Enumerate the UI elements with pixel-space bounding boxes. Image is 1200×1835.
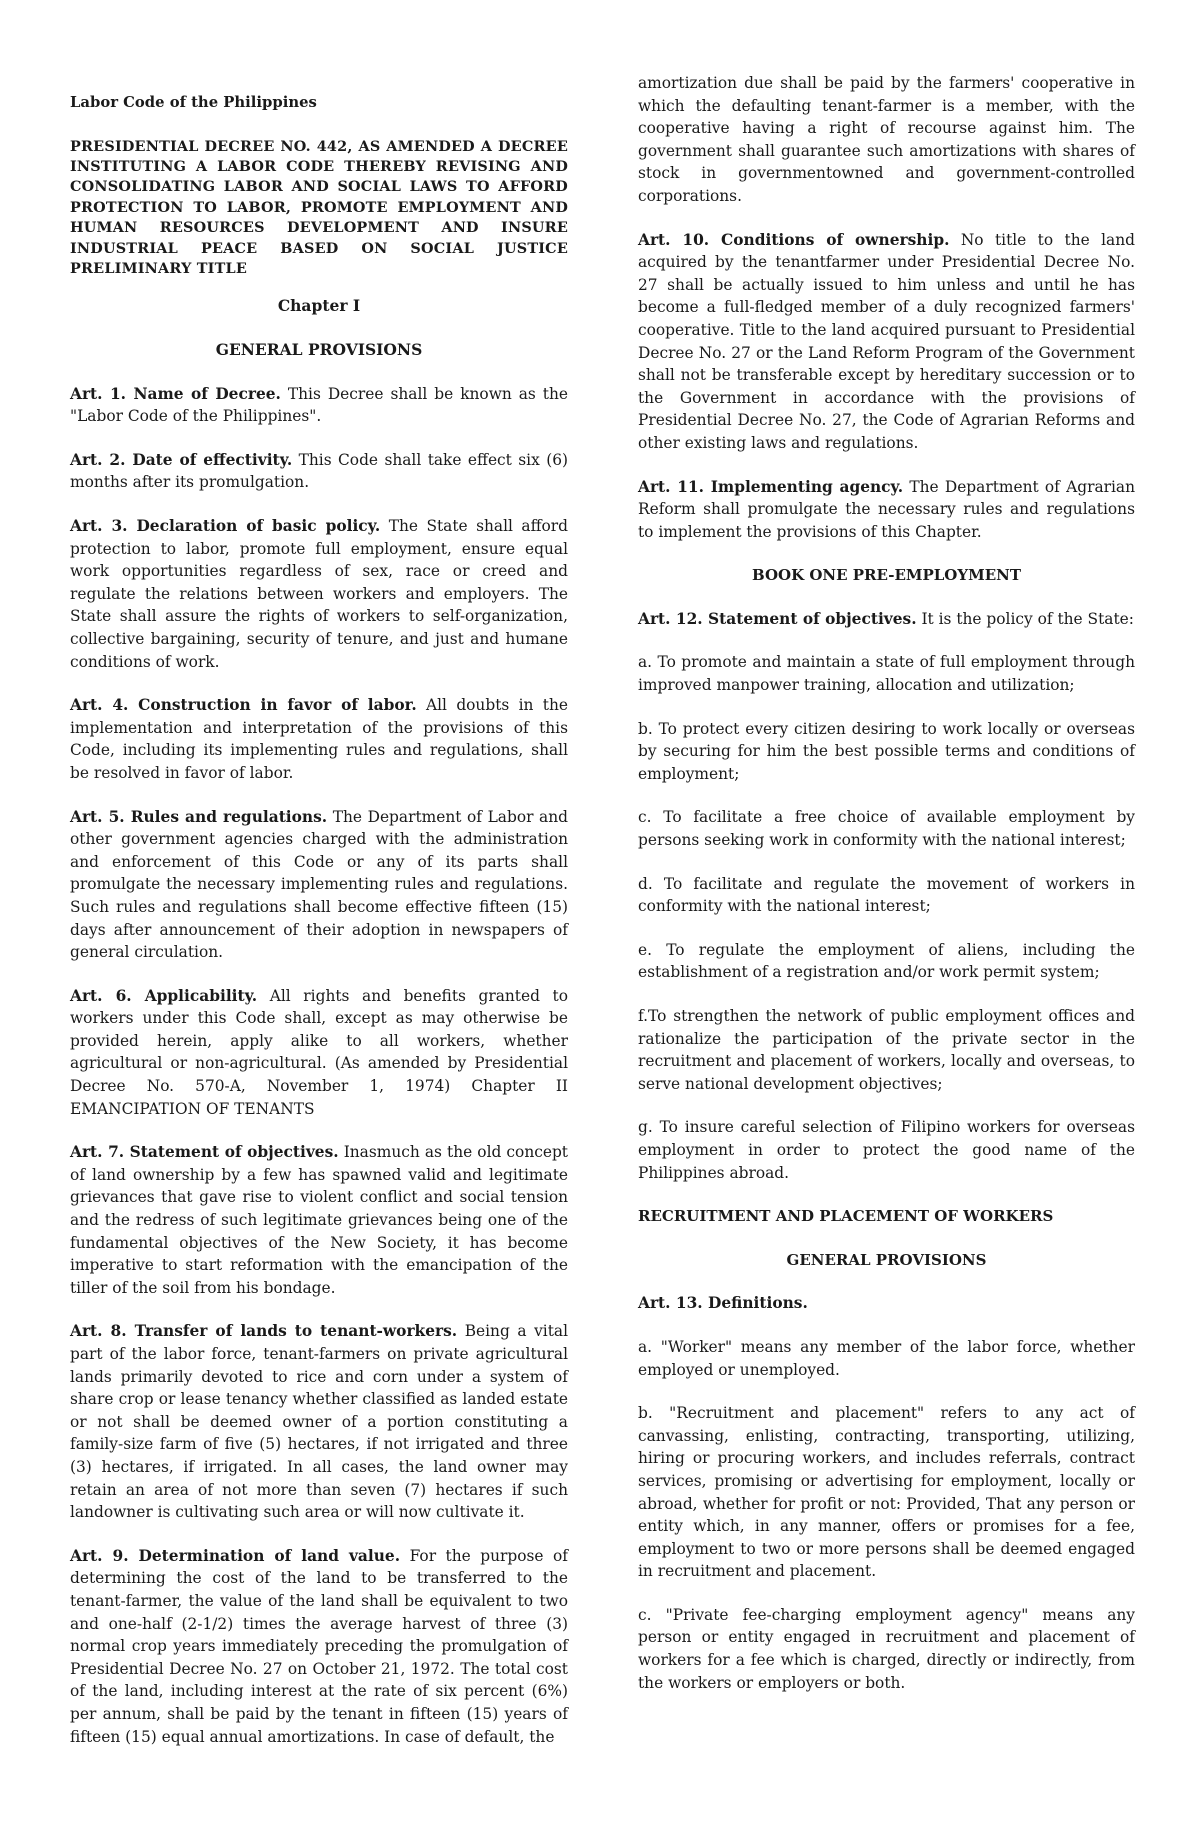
document-title: Labor Code of the Philippines [70,94,317,111]
article-body: The Department of Labor and other government agencies charged with the administration and enforcement of this Code or any of its parts shall promulgate the necessary implementing rules and regulations. Such rules and regulations shall become effective fifteen (15) days after announcement of their adoption in newspapers of general circulation. [70,807,568,962]
definition-item-b: b. "Recruitment and placement" refers to any act of canvassing, enlisting, contracting, transporting, utilizing, hiring or procuring workers, and includes referrals, contract services, promising or advertising for employment, locally or abroad, whether for profit or not: Provided, That any person or entity which, in any manner, offers or promises for a fee, employment to two or more persons shall be deemed engaged in recruitment and placement. [638,1404,1135,1581]
right-column [638,72,1135,1715]
article-label: Art. 8. Transfer of lands to tenant-workers. [70,1322,458,1341]
recruitment-heading: RECRUITMENT AND PLACEMENT OF WORKERS [638,1207,1054,1226]
article-body: The State shall afford protection to labor, promote full employment, ensure equal work opportunities regardless of sex, race or creed and regulate the relations between workers and employers. The State shall assure the rights of workers to self-organization, collective bargaining, security of tenure, and just and humane conditions of work. [70,517,568,671]
article-4 [70,694,568,784]
book-one-heading: BOOK ONE PRE-EMPLOYMENT [751,566,1021,585]
article-body: Being a vital part of the labor force, tenant-farmers on private agricultural lands primarily devoted to rice and corn under a system of share crop or lease tenancy whether classified as landed estate or not shall be deemed owner of a portion constituting a family-size farm of five (5) hectares, if not irrigated and three (3) hectares, if irrigated. In all cases, the land owner may retain an area of not more than seven (7) hectares if such landowner is cultivating such area or will now cultivate it. [70,1322,568,1522]
article-body: All rights and benefits granted to workers under this Code shall, except as may otherwise be provided herein, apply alike to all workers, whether agricultural or non-agricultural. (As amended by Presidential Decree No. 570-A, November 1, 1974) Chapter II EMANCIPATION OF TENANTS [70,986,568,1118]
objective-item-a: a. To promote and maintain a state of full employment through improved manpower training, allocation and utilization; [638,653,1135,695]
article-body: All doubts in the implementation and interpretation of the provisions of this Code, including its implementing rules and regulations, shall be resolved in favor of labor. [70,696,568,782]
objective-item-d: d. To facilitate and regulate the movement of workers in conformity with the national interest; [638,874,1135,916]
article-8 [70,1320,568,1523]
article-body: For the purpose of determining the cost of the land to be transferred to the tenant-farmer, the value of the land shall be equivalent to two and one-half (2-1/2) times the average harvest of three (3) normal crop years immediately preceding the promulgation of Presidential Decree No. 27 on October 21, 1972. The total cost of the land, including interest at the rate of six percent (6%) per annum, shall be paid by the tenant in fifteen (15) years of fifteen (15) equal annual amortizations. In case of default, the [70,1546,568,1746]
article-label: Art. 12. Statement of objectives. [638,609,917,628]
decree-title: PRESIDENTIAL DECREE NO. 442, AS AMENDED A DECREE INSTITUTING A LABOR CODE THEREBY REVISING AND CONSOLIDATING LABOR AND SOCIAL LAWS TO AFFORD PROTECTION TO LABOR, PROMOTE EMPLOYMENT AND HUMAN RESOURCES DEVELOPMENT AND INSURE INDUSTRIAL PEACE BASED ON SOCIAL JUSTICE PRELIMINARY TITLE [70,137,568,278]
article-label: Art. 11. Implementing agency. [638,477,904,496]
objective-item-f: f.To strengthen the network of public employment offices and rationalize the participation of the private sector in the recruitment and placement of workers, locally and overseas, to serve national development objectives; [638,1007,1135,1093]
objective-item-b: b. To protect every citizen desiring to work locally or overseas by securing for him the best possible terms and conditions of employment; [638,719,1135,783]
article-13 [638,1292,1135,1315]
definition-item-a: a. "Worker" means any member of the labor force, whether employed or unemployed. [638,1337,1135,1379]
article-9 [70,1545,568,1748]
article-label: Art. 2. Date of effectivity. [70,450,293,469]
article-label: Art. 7. Statement of objectives. [70,1143,339,1162]
article-10 [638,229,1135,455]
article-label: Art. 13. Definitions. [638,1294,808,1313]
article-12 [638,608,1135,631]
article-label: Art. 6. Applicability. [70,986,258,1005]
article-body: It is the policy of the State: [916,609,1134,628]
article-2 [70,449,568,494]
objective-item-g: g. To insure careful selection of Filipino workers for overseas employment in order to protect the good name of the Philippines abroad. [638,1118,1135,1182]
article-3 [70,515,568,673]
article-7 [70,1141,568,1299]
article-label: Art. 3. Declaration of basic policy. [70,517,381,535]
chapter-heading: Chapter I [277,296,361,316]
left-column [70,92,568,1769]
general-provisions-heading-2: GENERAL PROVISIONS [786,1250,987,1269]
article-body: No title to the land acquired by the tenantfarmer under Presidential Decree No. 27 shall be actually issued to him unless and until he has become a full-fledged member of a duly recognized farmers' cooperative. Title to the land acquired pursuant to Presidential Decree No. 27 or the Land Reform Program of the Government shall not be transferable except by hereditary succession or to the Government in accordance with the provisions of Presidential Decree No. 27, the Code of Agrarian Reforms and other existing laws and regulations. [638,230,1135,452]
article-9-continuation: amortization due shall be paid by the farmers' cooperative in which the defaulting tenant-farmer is a member, with the cooperative having a right of recourse against him. The government shall guarantee such amortizations with shares of stock in governmentowned and government-controlled corporations. [638,74,1135,205]
article-label: Art. 5. Rules and regulations. [70,807,328,826]
objective-item-c: c. To facilitate a free choice of available employment by persons seeking work in conformity with the national interest; [638,808,1135,850]
objective-item-e: e. To regulate the employment of aliens, including the establishment of a registration and/or work permit system; [638,940,1135,982]
definition-item-c: c. "Private fee-charging employment agency" means any person or entity engaged in recruitment and placement of workers for a fee which is charged, directly or indirectly, from the workers or employers or both. [638,1605,1135,1692]
article-body: This Code shall take effect six (6) months after its promulgation. [70,450,568,492]
article-6 [70,985,568,1121]
general-provisions-heading: GENERAL PROVISIONS [215,340,423,360]
article-body: This Decree shall be known as the "Labor Code of the Philippines". [70,384,568,426]
article-11 [638,476,1135,544]
article-body: Inasmuch as the old concept of land ownership by a few has spawned valid and legitimate grievances that gave rise to violent conflict and social tension and the redress of such legitimate grievances being one of the fundamental objectives of the New Society, it has become imperative to start reformation with the emancipation of the tiller of the soil from his bondage. [70,1143,568,1297]
article-body: The Department of Agrarian Reform shall promulgate the necessary rules and regulations to implement the provisions of this Chapter. [638,477,1135,541]
article-label: Art. 4. Construction in favor of labor. [70,696,417,715]
article-label: Art. 10. Conditions of ownership. [638,230,950,249]
article-5 [70,806,568,964]
article-label: Art. 9. Determination of land value. [70,1546,401,1565]
article-label: Art. 1. Name of Decree. [70,384,281,403]
article-1 [70,383,568,428]
